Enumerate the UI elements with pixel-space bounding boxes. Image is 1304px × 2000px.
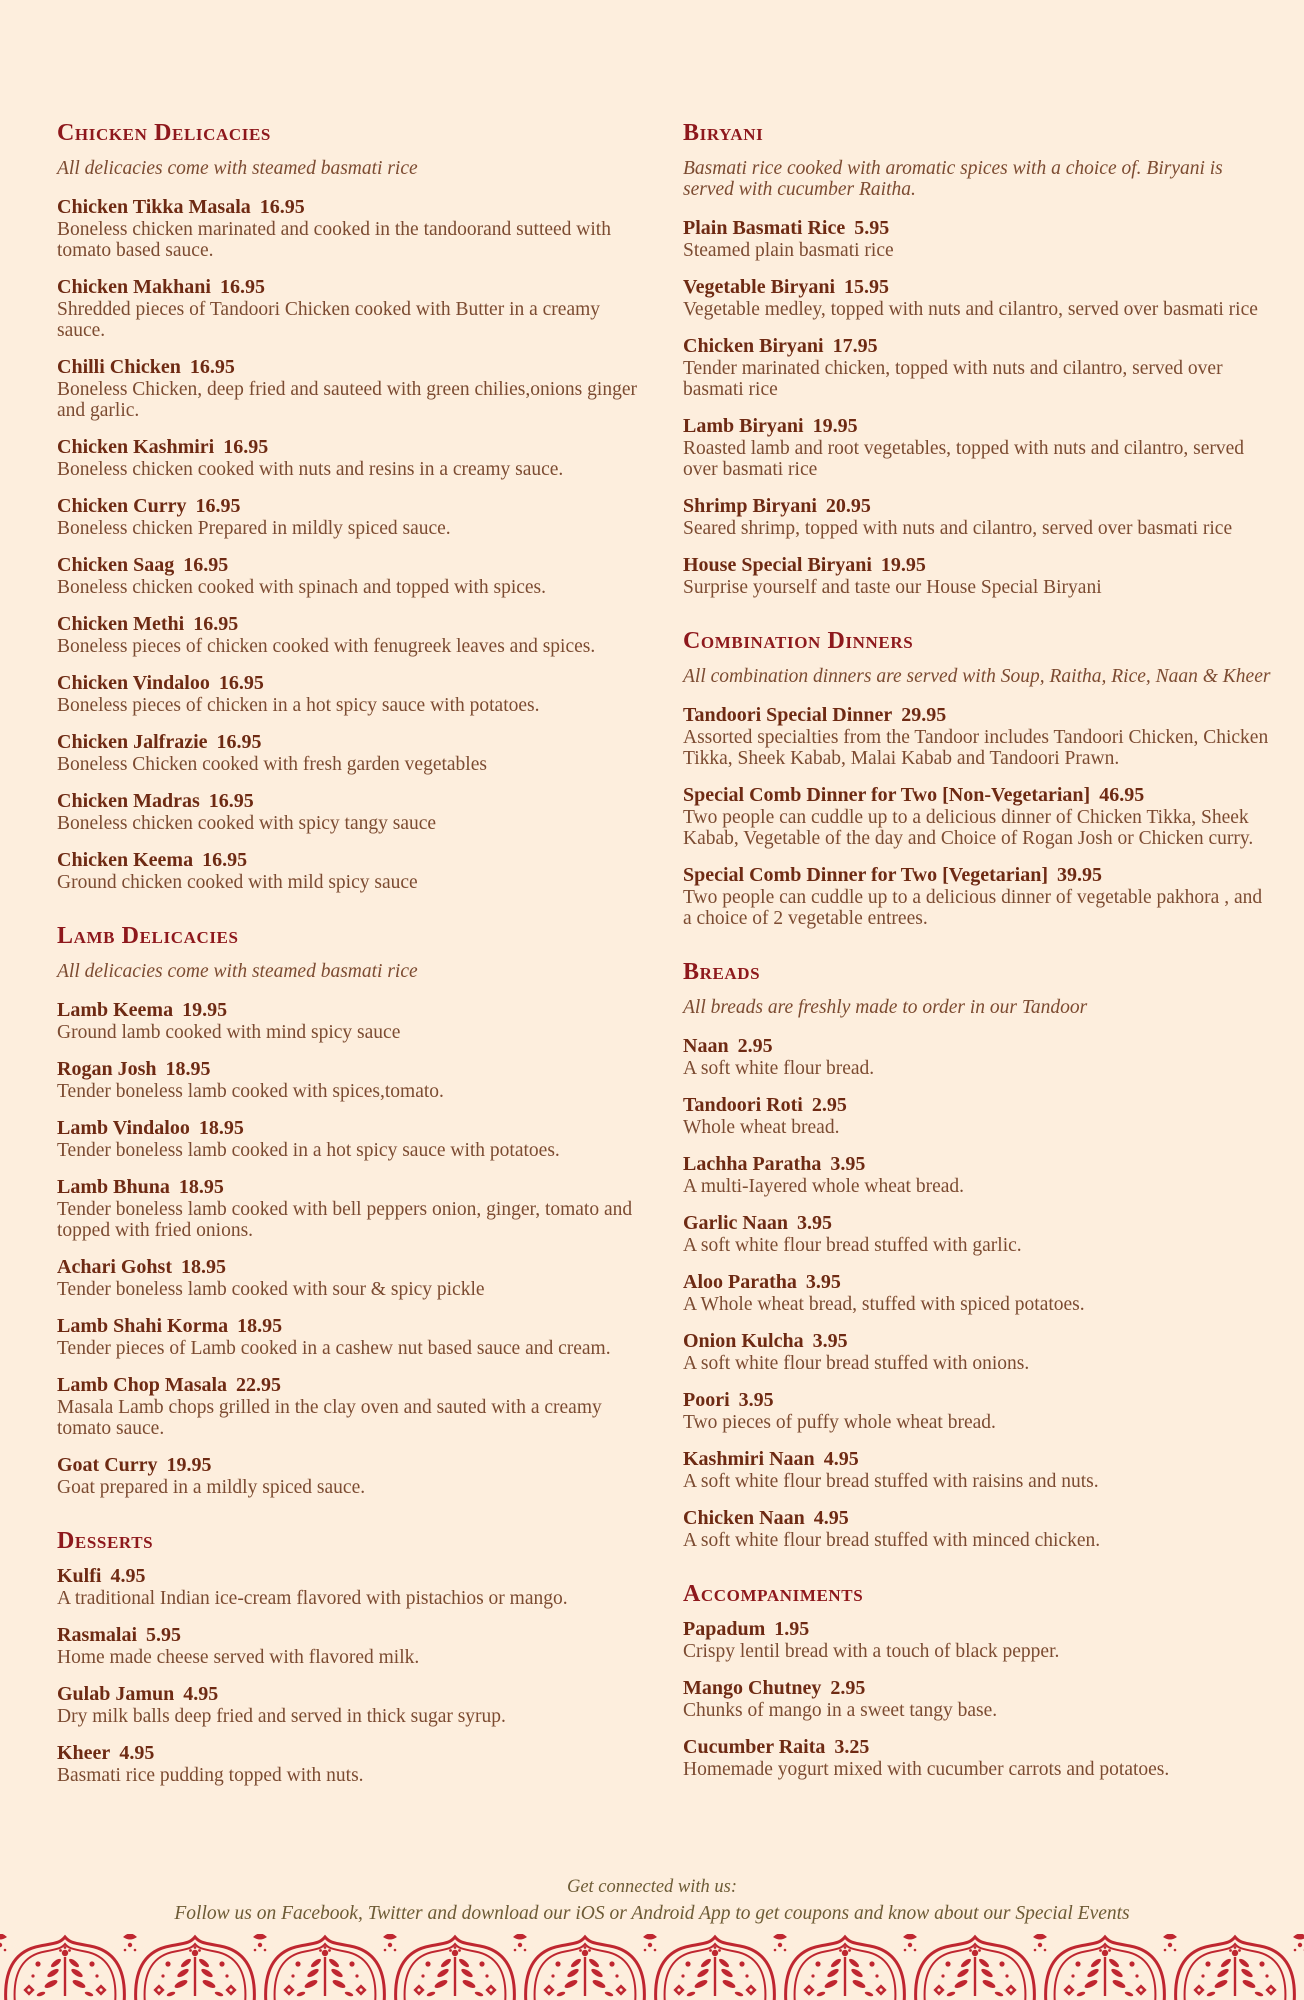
item-description: Homemade yogurt mixed with cucumber carrots and potatoes. <box>683 1759 1170 1780</box>
item-name: Chilli Chicken <box>57 356 181 378</box>
menu-item <box>683 1678 1273 1721</box>
item-name: Kheer <box>57 1742 111 1764</box>
item-name: Lamb Shahi Korma <box>57 1315 229 1337</box>
menu-section-desserts <box>57 1526 647 1786</box>
menu-section-breads <box>683 957 1273 1551</box>
item-name-line <box>683 1678 1273 1700</box>
section-title: Lamb Delicacies <box>57 923 239 949</box>
item-name: Onion Kulcha <box>683 1330 804 1352</box>
item-description: Chunks of mango in a sweet tangy base. <box>683 1700 998 1721</box>
item-description: Boneless Chicken cooked with fresh garden vegetables <box>57 754 487 775</box>
item-name: Poori <box>683 1389 730 1411</box>
menu-item <box>57 732 647 775</box>
item-price: 4.95 <box>110 1565 146 1587</box>
footer-follow-text: Follow us on Facebook, Twitter and download our iOS or Android App to get coupons and know about our Special Events <box>174 1903 1130 1924</box>
menu-item <box>57 1743 647 1786</box>
menu-item <box>683 555 1273 598</box>
item-description: Seared shrimp, topped with nuts and cilantro, served over basmati rice <box>683 518 1233 539</box>
menu-item <box>683 218 1273 261</box>
item-price: 19.95 <box>166 1454 212 1476</box>
item-name: Cucumber Raita <box>683 1736 826 1758</box>
item-name-line <box>57 1257 647 1279</box>
item-name-line <box>683 1154 1273 1176</box>
item-name-line <box>683 1095 1273 1117</box>
item-price: 20.95 <box>825 495 871 517</box>
menu-section-accompaniments <box>683 1579 1273 1780</box>
decorative-border <box>0 1934 1304 2000</box>
item-price: 46.95 <box>1099 784 1145 806</box>
item-description: Shredded pieces of Tandoori Chicken cooked with Butter in a creamy sauce. <box>57 299 601 341</box>
item-name-line <box>683 496 1273 518</box>
item-description: Crispy lentil bread with a touch of black pepper. <box>683 1641 1060 1662</box>
item-name-line <box>683 1737 1273 1759</box>
item-name-line <box>683 336 1273 358</box>
item-price: 3.25 <box>834 1736 870 1758</box>
item-name: Lachha Paratha <box>683 1153 822 1175</box>
item-name-line <box>57 732 647 754</box>
item-description: A soft white flour bread. <box>683 1058 875 1079</box>
menu-item <box>57 1316 647 1359</box>
item-description: Basmati rice pudding topped with nuts. <box>57 1765 364 1786</box>
item-name-line <box>683 1508 1273 1530</box>
menu-item <box>57 1375 647 1439</box>
section-subtitle: All combination dinners are served with Soup, Raitha, Rice, Naan & Kheer <box>683 666 1271 687</box>
item-price: 16.95 <box>195 495 241 517</box>
item-price: 4.95 <box>813 1507 849 1529</box>
arch-floral-pattern <box>0 1934 1304 2000</box>
item-name-line <box>683 555 1273 577</box>
item-price: 18.95 <box>237 1315 283 1337</box>
item-name: Rogan Josh <box>57 1058 157 1080</box>
item-name: Special Comb Dinner for Two [Non-Vegetarian] <box>683 784 1091 806</box>
item-description: Ground lamb cooked with mind spicy sauce <box>57 1022 401 1043</box>
menu-item <box>57 555 647 598</box>
item-name-line <box>683 1619 1273 1641</box>
section-subtitle: Basmati rice cooked with aromatic spices with a choice of. Biryani is served with cucumber Raitha. <box>683 158 1223 200</box>
menu-item <box>57 197 647 261</box>
item-description: Boneless chicken marinated and cooked in the tandoorand sutteed with tomato based sauce. <box>57 219 611 261</box>
item-name-line <box>683 1036 1273 1058</box>
section-title: Desserts <box>57 1528 154 1554</box>
menu-item <box>57 1059 647 1102</box>
menu-column-right <box>683 118 1273 1796</box>
item-name: Chicken Keema <box>57 849 194 871</box>
item-name-line <box>57 1118 647 1140</box>
item-description: Ground chicken cooked with mild spicy sauce <box>57 872 418 893</box>
item-price: 16.95 <box>218 672 264 694</box>
item-name: Lamb Keema <box>57 999 174 1021</box>
item-name: Chicken Vindaloo <box>57 672 210 694</box>
menu-item <box>683 416 1273 480</box>
item-name-line <box>683 1213 1273 1235</box>
item-description: A multi-Iayered whole wheat bread. <box>683 1176 965 1197</box>
menu-item <box>57 1257 647 1300</box>
item-name: Chicken Saag <box>57 554 175 576</box>
item-price: 16.95 <box>202 849 248 871</box>
item-description: Assorted specialties from the Tandoor includes Tandoori Chicken, Chicken Tikka, Sheek Kabab, Malai Kabab and Tandoori Prawn. <box>683 727 1269 769</box>
section-title: Biryani <box>683 120 764 146</box>
item-name: Tandoori Roti <box>683 1094 803 1116</box>
item-description: A soft white flour bread stuffed with onions. <box>683 1353 1030 1374</box>
item-price: 39.95 <box>1057 864 1102 886</box>
item-price: 5.95 <box>854 217 890 239</box>
item-price: 18.95 <box>165 1058 211 1080</box>
item-description: A Whole wheat bread, stuffed with spiced potatoes. <box>683 1294 1085 1315</box>
item-description: Steamed plain basmati rice <box>683 240 894 261</box>
item-name-line <box>57 1455 647 1477</box>
item-description: Boneless Chicken, deep fried and sauteed with green chilies,onions ginger and garlic. <box>57 379 637 421</box>
section-title: Accompaniments <box>683 1581 864 1607</box>
item-price: 17.95 <box>832 335 878 357</box>
item-price: 16.95 <box>193 613 239 635</box>
item-price: 18.95 <box>178 1176 224 1198</box>
menu-item <box>57 277 647 341</box>
menu-item <box>57 1625 647 1668</box>
menu-section-chicken-delicacies <box>57 118 647 893</box>
item-name: Tandoori Special Dinner <box>683 704 893 726</box>
item-description: Two pieces of puffy whole wheat bread. <box>683 1412 996 1433</box>
menu-item <box>57 1118 647 1161</box>
item-name: Chicken Tikka Masala <box>57 196 251 218</box>
footer-connect-text: Get connected with us: <box>566 1877 738 1897</box>
item-description: Whole wheat bread. <box>683 1117 840 1138</box>
item-description: Vegetable medley, topped with nuts and cilantro, served over basmati rice <box>683 299 1258 320</box>
section-title: Combination Dinners <box>683 628 914 654</box>
item-price: 3.95 <box>738 1389 774 1411</box>
menu-item <box>683 1390 1273 1433</box>
section-subtitle: All delicacies come with steamed basmati rice <box>57 158 418 179</box>
item-description: Boneless chicken cooked with nuts and resins in a creamy sauce. <box>57 459 564 480</box>
menu-item <box>57 673 647 716</box>
item-name: House Special Biryani <box>683 554 872 576</box>
item-description: A soft white flour bread stuffed with garlic. <box>683 1235 1022 1256</box>
menu-item <box>683 496 1273 539</box>
item-price: 16.95 <box>216 731 262 753</box>
item-name: Rasmalai <box>57 1624 137 1646</box>
item-name: Gulab Jamun <box>57 1683 175 1705</box>
item-price: 19.95 <box>812 415 858 437</box>
item-description: Home made cheese served with flavored milk. <box>57 1647 420 1668</box>
item-name: Chicken Curry <box>57 495 187 517</box>
item-price: 2.95 <box>811 1094 847 1116</box>
item-name-line <box>57 437 647 459</box>
item-name: Vegetable Biryani <box>683 276 836 298</box>
item-price: 2.95 <box>830 1677 866 1699</box>
item-price: 16.95 <box>259 196 305 218</box>
item-name-line <box>683 218 1273 240</box>
menu-item <box>683 277 1273 320</box>
item-price: 1.95 <box>774 1618 810 1640</box>
item-name: Chicken Methi <box>57 613 185 635</box>
item-price: 16.95 <box>219 276 265 298</box>
item-name-line <box>683 785 1273 807</box>
item-description: A traditional Indian ice-cream flavored with pistachios or mango. <box>57 1588 568 1609</box>
item-price: 16.95 <box>183 554 229 576</box>
item-name-line <box>683 416 1273 438</box>
item-description: Tender boneless lamb cooked with sour & spicy pickle <box>57 1279 485 1300</box>
item-price: 16.95 <box>223 436 269 458</box>
item-name: Chicken Jalfrazie <box>57 731 208 753</box>
item-description: Dry milk balls deep fried and served in thick sugar syrup. <box>57 1706 506 1727</box>
menu-item <box>683 1095 1273 1138</box>
item-name-line <box>57 1566 647 1588</box>
menu-item <box>57 791 647 834</box>
item-name-line <box>683 1331 1273 1353</box>
item-name-line <box>57 850 647 872</box>
item-name-line <box>57 1684 647 1706</box>
item-name: Chicken Makhani <box>57 276 211 298</box>
menu-item <box>683 1213 1273 1256</box>
section-subtitle: All delicacies come with steamed basmati rice <box>57 961 418 982</box>
menu-section-biryani <box>683 118 1273 598</box>
section-subtitle: All breads are freshly made to order in our Tandoor <box>683 997 1088 1018</box>
menu-item <box>683 1272 1273 1315</box>
item-name: Kulfi <box>57 1565 102 1587</box>
menu-item <box>683 865 1273 929</box>
item-name-line <box>57 277 647 299</box>
item-name-line <box>57 673 647 695</box>
item-description: Two people can cuddle up to a delicious dinner of Chicken Tikka, Sheek Kabab, Vegetable of the day and Choice of Rogan Josh or Chicken curry. <box>683 807 1254 849</box>
item-name-line <box>683 1390 1273 1412</box>
item-name: Lamb Biryani <box>683 415 804 437</box>
item-name: Special Comb Dinner for Two [Vegetarian] <box>683 864 1048 886</box>
menu-item <box>57 437 647 480</box>
item-name: Garlic Naan <box>683 1212 788 1234</box>
item-name-line <box>683 277 1273 299</box>
item-name-line <box>57 1059 647 1081</box>
menu-item <box>683 1508 1273 1551</box>
item-name: Mango Chutney <box>683 1677 822 1699</box>
menu-item <box>57 496 647 539</box>
menu-item <box>683 336 1273 400</box>
item-description: Roasted lamb and root vegetables, topped with nuts and cilantro, served over basmati rice <box>683 438 1245 480</box>
item-name-line <box>57 1375 647 1397</box>
item-name-line <box>57 1625 647 1647</box>
item-price: 22.95 <box>236 1374 282 1396</box>
item-name-line <box>57 357 647 379</box>
item-name: Kashmiri Naan <box>683 1448 815 1470</box>
item-description: Tender boneless lamb cooked in a hot spicy sauce with potatoes. <box>57 1140 560 1161</box>
item-price: 3.95 <box>812 1330 848 1352</box>
item-description: Boneless chicken cooked with spinach and topped with spices. <box>57 577 547 598</box>
item-name: Aloo Paratha <box>683 1271 797 1293</box>
item-name: Goat Curry <box>57 1454 158 1476</box>
footer <box>0 1874 1304 1928</box>
item-name-line <box>683 1449 1273 1471</box>
item-price: 29.95 <box>901 704 947 726</box>
item-description: Boneless chicken cooked with spicy tangy sauce <box>57 813 437 834</box>
item-name: Achari Gohst <box>57 1256 172 1278</box>
item-price: 19.95 <box>880 554 926 576</box>
item-price: 2.95 <box>737 1035 773 1057</box>
menu-column-left <box>57 118 647 1802</box>
item-name-line <box>57 614 647 636</box>
item-description: Masala Lamb chops grilled in the clay oven and sauted with a creamy tomato sauce. <box>57 1397 602 1439</box>
item-name-line <box>57 1000 647 1022</box>
item-description: Boneless chicken Prepared in mildly spiced sauce. <box>57 518 451 539</box>
menu-item <box>683 1619 1273 1662</box>
menu-item <box>683 785 1273 849</box>
item-description: Tender pieces of Lamb cooked in a cashew nut based sauce and cream. <box>57 1338 611 1359</box>
menu-item <box>57 1177 647 1241</box>
item-price: 19.95 <box>182 999 228 1021</box>
menu-section-combination-dinners <box>683 626 1273 929</box>
item-price: 3.95 <box>830 1153 866 1175</box>
item-price: 18.95 <box>198 1117 244 1139</box>
item-name-line <box>683 865 1273 887</box>
menu-item <box>57 357 647 421</box>
item-price: 4.95 <box>119 1742 155 1764</box>
item-name: Papadum <box>683 1618 766 1640</box>
item-name-line <box>57 1177 647 1199</box>
section-title: Breads <box>683 959 761 985</box>
menu-item <box>57 850 647 893</box>
item-description: Boneless pieces of chicken cooked with fenugreek leaves and spices. <box>57 636 596 657</box>
item-name-line <box>683 705 1273 727</box>
item-name: Plain Basmati Rice <box>683 217 846 239</box>
menu-item <box>683 1331 1273 1374</box>
menu-item <box>683 1737 1273 1780</box>
menu-item <box>683 1036 1273 1079</box>
item-price: 3.95 <box>797 1212 832 1234</box>
item-name-line <box>57 1743 647 1765</box>
item-name: Naan <box>683 1035 729 1057</box>
item-price: 3.95 <box>805 1271 841 1293</box>
item-name: Lamb Bhuna <box>57 1176 170 1198</box>
menu-item <box>57 1684 647 1727</box>
item-price: 4.95 <box>823 1448 859 1470</box>
item-price: 16.95 <box>208 790 254 812</box>
item-description: Tender boneless lamb cooked with spices,tomato. <box>57 1081 444 1102</box>
item-name-line <box>57 791 647 813</box>
item-name: Chicken Biryani <box>683 335 824 357</box>
item-name-line <box>57 555 647 577</box>
item-description: Surprise yourself and taste our House Special Biryani <box>683 577 1102 598</box>
menu-section-lamb-delicacies <box>57 921 647 1498</box>
item-description: Tender boneless lamb cooked with bell peppers onion, ginger, tomato and topped with fried onions. <box>57 1199 633 1241</box>
item-name-line <box>683 1272 1273 1294</box>
item-name: Chicken Kashmiri <box>57 436 215 458</box>
item-name: Lamb Vindaloo <box>57 1117 190 1139</box>
item-description: A soft white flour bread stuffed with raisins and nuts. <box>683 1471 1099 1492</box>
item-description: Tender marinated chicken, topped with nuts and cilantro, served over basmati rice <box>683 358 1223 400</box>
item-name: Chicken Madras <box>57 790 200 812</box>
item-name: Lamb Chop Masala <box>57 1374 228 1396</box>
item-name: Shrimp Biryani <box>683 495 817 517</box>
item-name-line <box>57 496 647 518</box>
section-title: Chicken Delicacies <box>57 120 271 146</box>
item-description: Boneless pieces of chicken in a hot spicy sauce with potatoes. <box>57 695 540 716</box>
item-description: Two people can cuddle up to a delicious dinner of vegetable pakhora , and a choice of 2 vegetable entrees. <box>683 887 1263 929</box>
item-description: Goat prepared in a mildly spiced sauce. <box>57 1477 366 1498</box>
item-price: 5.95 <box>146 1624 181 1646</box>
item-price: 15.95 <box>844 276 890 298</box>
item-price: 18.95 <box>181 1256 226 1278</box>
menu-item <box>57 1455 647 1498</box>
item-name: Chicken Naan <box>683 1507 805 1529</box>
menu-item <box>683 1154 1273 1197</box>
menu-item <box>57 1000 647 1043</box>
item-price: 16.95 <box>189 356 235 378</box>
menu-item <box>57 1566 647 1609</box>
item-name-line <box>57 1316 647 1338</box>
item-price: 4.95 <box>183 1683 219 1705</box>
menu-item <box>683 705 1273 769</box>
item-description: A soft white flour bread stuffed with minced chicken. <box>683 1530 1101 1551</box>
item-name-line <box>57 197 647 219</box>
menu-item <box>57 614 647 657</box>
menu-item <box>683 1449 1273 1492</box>
